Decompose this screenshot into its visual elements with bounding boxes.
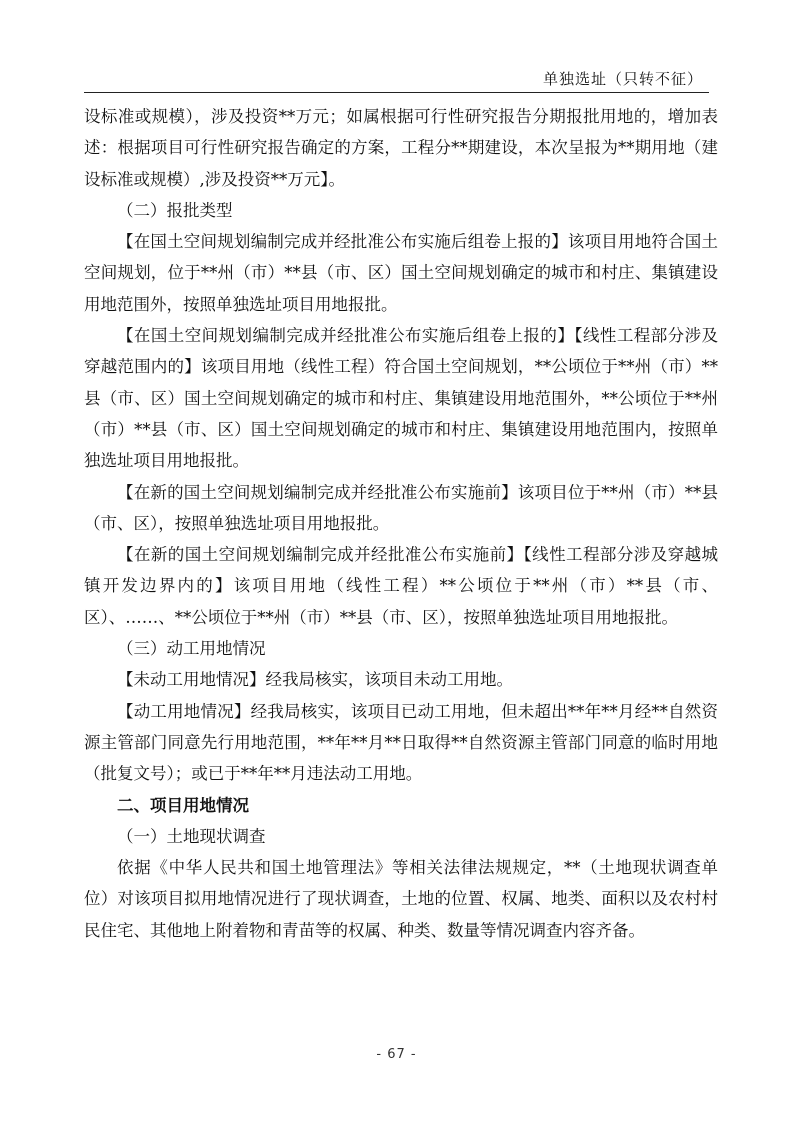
- paragraph-continuation: 设标准或规模），涉及投资**万元；如属根据可行性研究报告分期报批用地的，增加表述：根据项目可行性研究报告确定的方案，工程分**期建设，本次呈报为**期用地（建设标准或规模）,涉及投资**万元】。: [84, 107, 718, 189]
- section-heading-construction-status: （三）动工用地情况: [117, 639, 266, 659]
- chapter-heading-land-use: 二、项目用地情况: [117, 795, 249, 815]
- header-divider: [84, 92, 709, 93]
- section-heading-approval-type: （二）报批类型: [117, 200, 233, 220]
- paragraph-started: 【动工用地情况】经我局核实，该项目已动工用地，但未超出**年**月经**自然资源主管部门同意先行用地范围，**年**月**日取得**自然资源主管部门同意的临时用地（批复文号）；或已于**年**月违法动工用地。: [84, 701, 718, 784]
- section-heading-land-survey: （一）土地现状调查: [117, 826, 266, 846]
- paragraph-approval-type-3: 【在新的国土空间规划编制完成并经批准公布实施前】该项目位于**州（市）**县（市、区），按照单独选址项目用地报批。: [84, 482, 718, 533]
- paragraph-approval-type-4: 【在新的国土空间规划编制完成并经批准公布实施前】【线性工程部分涉及穿越城镇开发边界内的】该项目用地（线性工程）**公顷位于**州（市）**县（市、区）、……、**公顷位于**州（市）**县（市、区），按照单独选址项目用地报批。: [84, 545, 718, 627]
- page-number: - 67 -: [376, 1047, 417, 1062]
- paragraph-not-started: 【未动工用地情况】经我局核实，该项目未动工用地。: [117, 670, 513, 690]
- running-header: 单独选址（只转不征）: [542, 70, 703, 88]
- document-body: [84, 101, 718, 946]
- paragraph-approval-type-2: 【在国土空间规划编制完成并经批准公布实施后组卷上报的】【线性工程部分涉及穿越范围内的】该项目用地（线性工程）符合国土空间规划，**公顷位于**州（市）**县（市、区）国土空间规划确定的城市和村庄、集镇建设用地范围外，**公顷位于**州（市）**县（市、区）国土空间规划确定的城市和村庄、集镇建设用地范围内，按照单独选址项目用地报批。: [84, 326, 718, 471]
- paragraph-land-survey: 依据《中华人民共和国土地管理法》等相关法律法规规定，**（土地现状调查单位）对该项目拟用地情况进行了现状调查，土地的位置、权属、地类、面积以及农村村民住宅、其他地上附着物和青苗等的权属、种类、数量等情况调查内容齐备。: [84, 858, 718, 940]
- paragraph-approval-type-1: 【在国土空间规划编制完成并经批准公布实施后组卷上报的】该项目用地符合国土空间规划，位于**州（市）**县（市、区）国土空间规划确定的城市和村庄、集镇建设用地范围外，按照单独选址项目用地报批。: [84, 232, 718, 314]
